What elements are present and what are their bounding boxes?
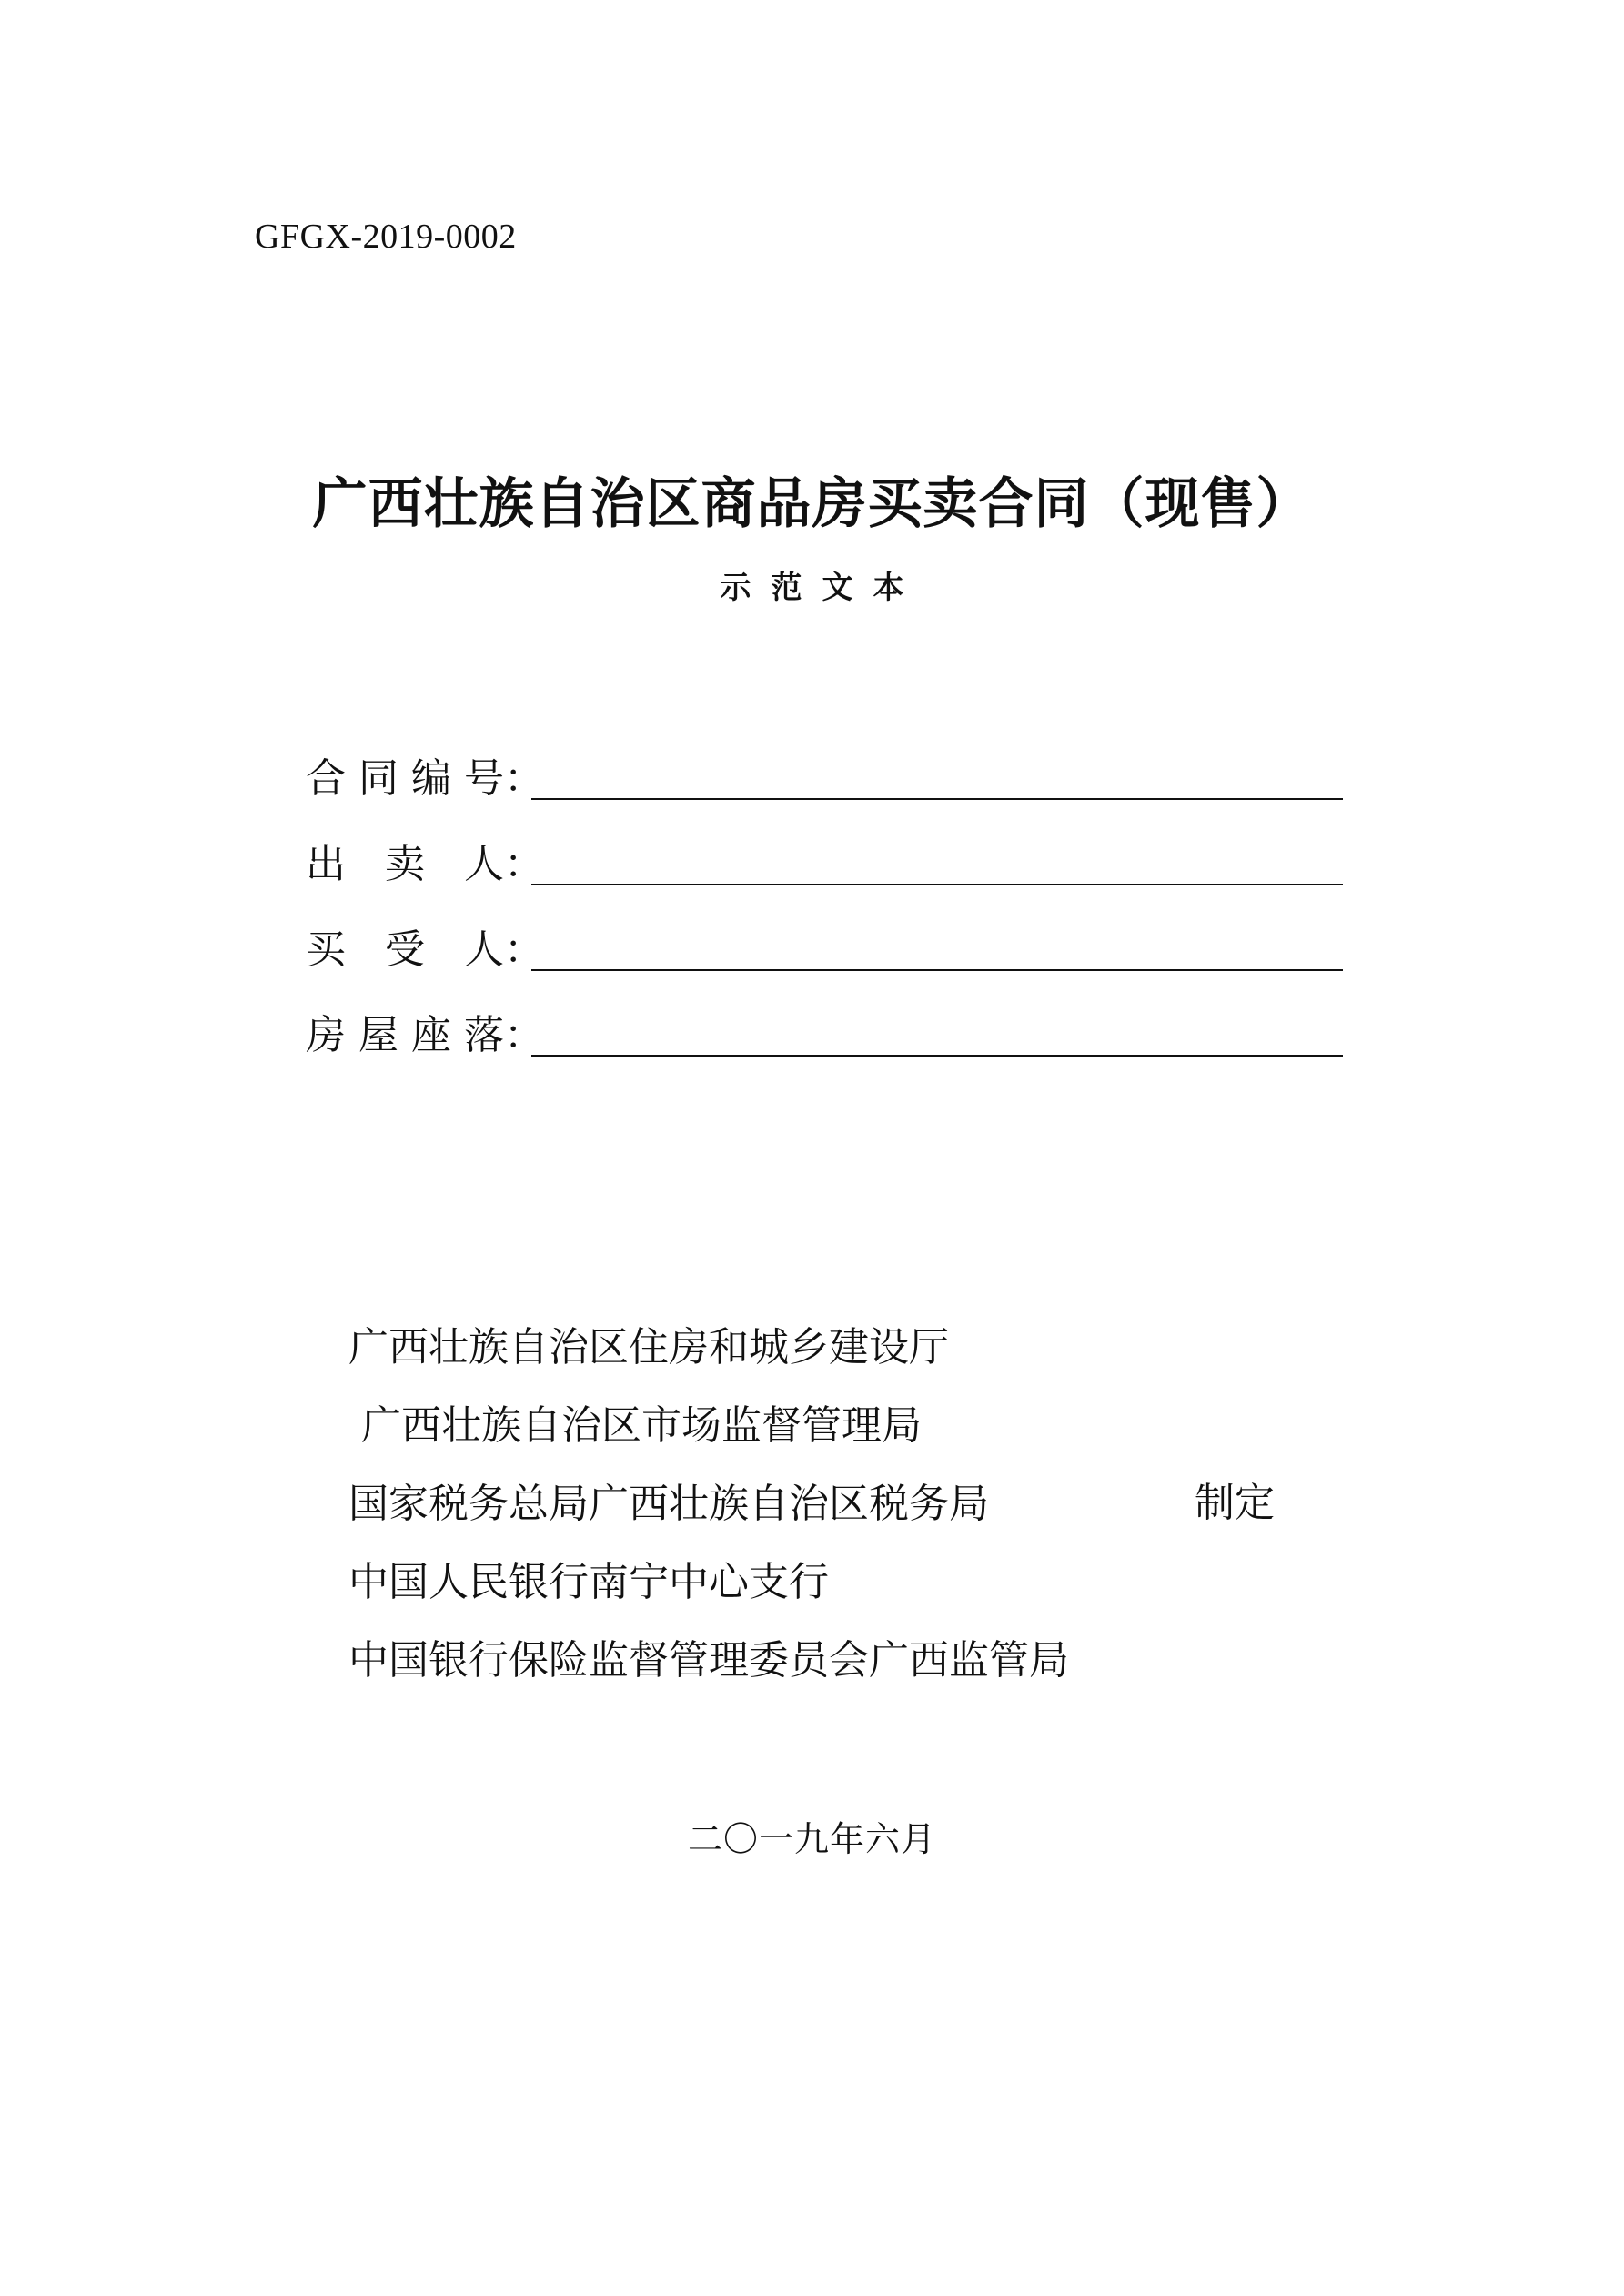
contract-number-blank[interactable] [531,742,1343,800]
field-contract-number [306,723,1343,809]
authority-item: 中国银行保险监督管理委员会广西监管局 [348,1637,1069,1684]
formulated-label: 制定 [1195,1480,1275,1526]
seller-blank[interactable] [531,827,1343,885]
field-seller [306,809,1343,895]
field-property-location [306,980,1343,1066]
property-location-blank[interactable] [531,998,1343,1057]
authority-item: 广西壮族自治区市场监督管理局 [361,1402,922,1449]
authority-item: 中国人民银行南宁中心支行 [348,1559,829,1605]
field-label: 合 同 编 号 [306,755,504,802]
field-label: 出 卖 人 [306,841,504,887]
field-label: 买 受 人 [306,926,504,973]
issue-date: 二〇一九年六月 [687,1819,936,1859]
document-subtitle: 示范文本 [720,570,924,606]
field-label: 房 屋 座 落 [306,1012,504,1058]
buyer-blank[interactable] [531,913,1343,971]
field-colon: ： [504,755,544,802]
contract-fields [306,723,1343,1066]
document-code: GFGX-2019-0002 [255,217,517,256]
authority-item: 广西壮族自治区住房和城乡建设厅 [348,1324,949,1371]
field-colon: ： [504,1012,544,1058]
field-colon: ： [504,841,544,887]
field-colon: ： [504,926,544,973]
authority-item: 国家税务总局广西壮族自治区税务局 [348,1481,989,1527]
document-title: 广西壮族自治区商品房买卖合同（现售） [312,472,1312,536]
field-buyer [306,895,1343,980]
